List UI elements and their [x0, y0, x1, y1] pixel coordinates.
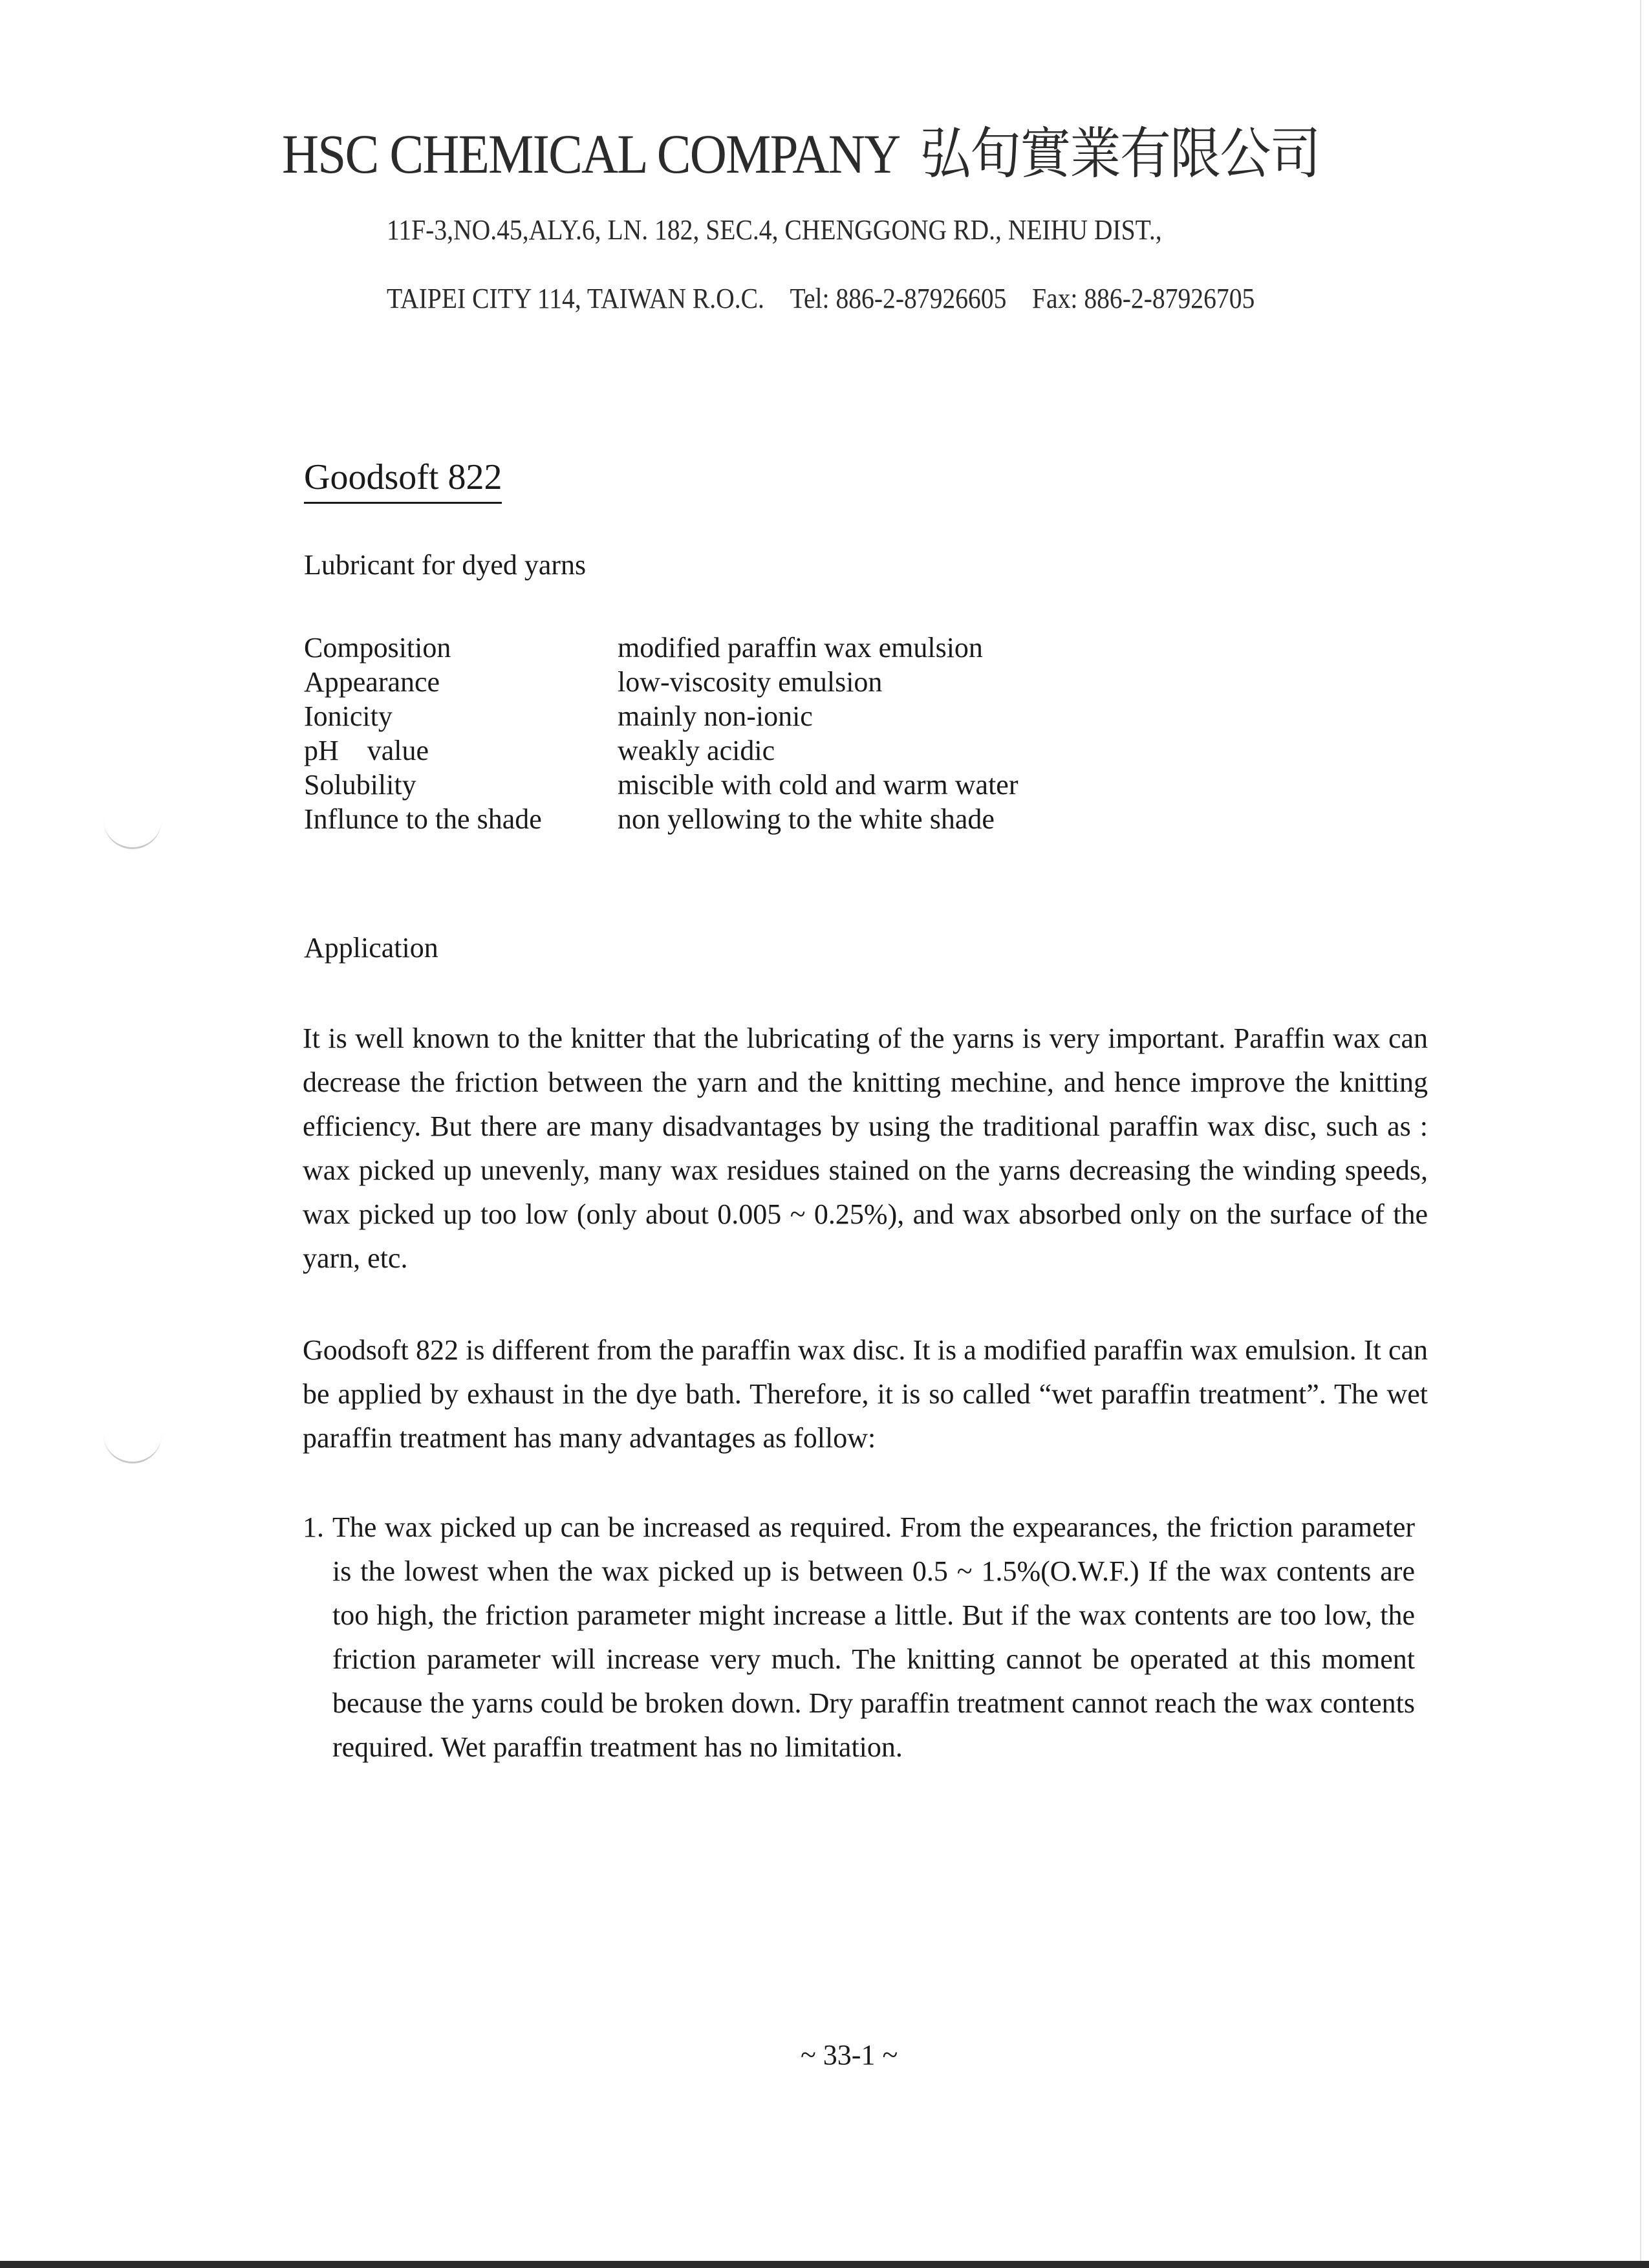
company-name-zh: 弘旬實業有限公司 [920, 122, 1320, 186]
property-label: Ionicity [304, 700, 393, 732]
list-item-number: 1. [303, 1511, 324, 1543]
page-number: ~ 33-1 ~ [801, 2039, 898, 2071]
scan-edge [1640, 0, 1641, 2268]
punch-hole-mark [103, 808, 162, 849]
property-value: non yellowing to the white shade [618, 803, 995, 835]
property-label: Appearance [304, 666, 440, 698]
property-value: weakly acidic [618, 735, 775, 766]
product-subtitle: Lubricant for dyed yarns [304, 549, 587, 581]
property-label: Composition [304, 632, 451, 664]
paragraph: It is well known to the knitter that the lubricating of the yarns is very important. Paraffin wax can decrease the friction between the yarn and the knitting mechine, and hence improve the knitting efficiency. But there are many disadvantages by using the traditional paraffin wax disc, such as : wax picked up unevenly, many wax residues stained on the yarns decreasing the winding speeds, wax picked up too low (only about 0.005 ~ 0.25%), and wax absorbed only on the surface of the yarn, etc. [303, 1022, 1428, 1274]
punch-hole-mark [103, 1423, 162, 1463]
paragraph: Goodsoft 822 is different from the paraffin wax disc. It is a modified paraffin wax emulsion. It can be applied by exhaust in the dye bath. Therefore, it is so called “wet paraffin treatment”. The wet paraffin treatment has many advantages as follow: [303, 1334, 1428, 1454]
product-title: Goodsoft 822 [304, 457, 502, 504]
company-name-en: HSC CHEMICAL COMPANY [282, 123, 900, 185]
section-heading: Application [304, 932, 438, 964]
property-value: miscible with cold and warm water [618, 769, 1018, 801]
list-item-text: The wax picked up can be increased as required. From the expearances, the friction parameter is the lowest when the wax picked up is between 0.5 ~ 1.5%(O.W.F.) If the wax contents are too high, the friction parameter might increase a little. But if the wax contents are too low, the friction parameter will increase very much. The knitting cannot be operated at this moment because the yarns could be broken down. Dry paraffin treatment cannot reach the wax contents required. Wet paraffin treatment has no limitation. [332, 1511, 1415, 1763]
property-label: pH value [304, 735, 429, 766]
address-city: TAIPEI CITY 114, TAIWAN R.O.C. [387, 283, 764, 314]
address-line-1: 11F-3,NO.45,ALY.6, LN. 182, SEC.4, CHENGGONG RD., NEIHU DIST., [387, 214, 1162, 246]
company-name [282, 109, 1320, 189]
scan-edge [0, 2261, 1649, 2268]
fax: Fax: 886-2-87926705 [1032, 283, 1255, 314]
property-value: mainly non-ionic [618, 700, 813, 732]
property-label: Solubility [304, 769, 416, 801]
list-item [303, 1506, 1415, 1769]
property-value: modified paraffin wax emulsion [618, 632, 983, 664]
property-value: low-viscosity emulsion [618, 666, 883, 698]
telephone: Tel: 886-2-87926605 [790, 283, 1007, 314]
property-label: Influnce to the shade [304, 803, 542, 835]
address-line-2 [387, 282, 1255, 315]
